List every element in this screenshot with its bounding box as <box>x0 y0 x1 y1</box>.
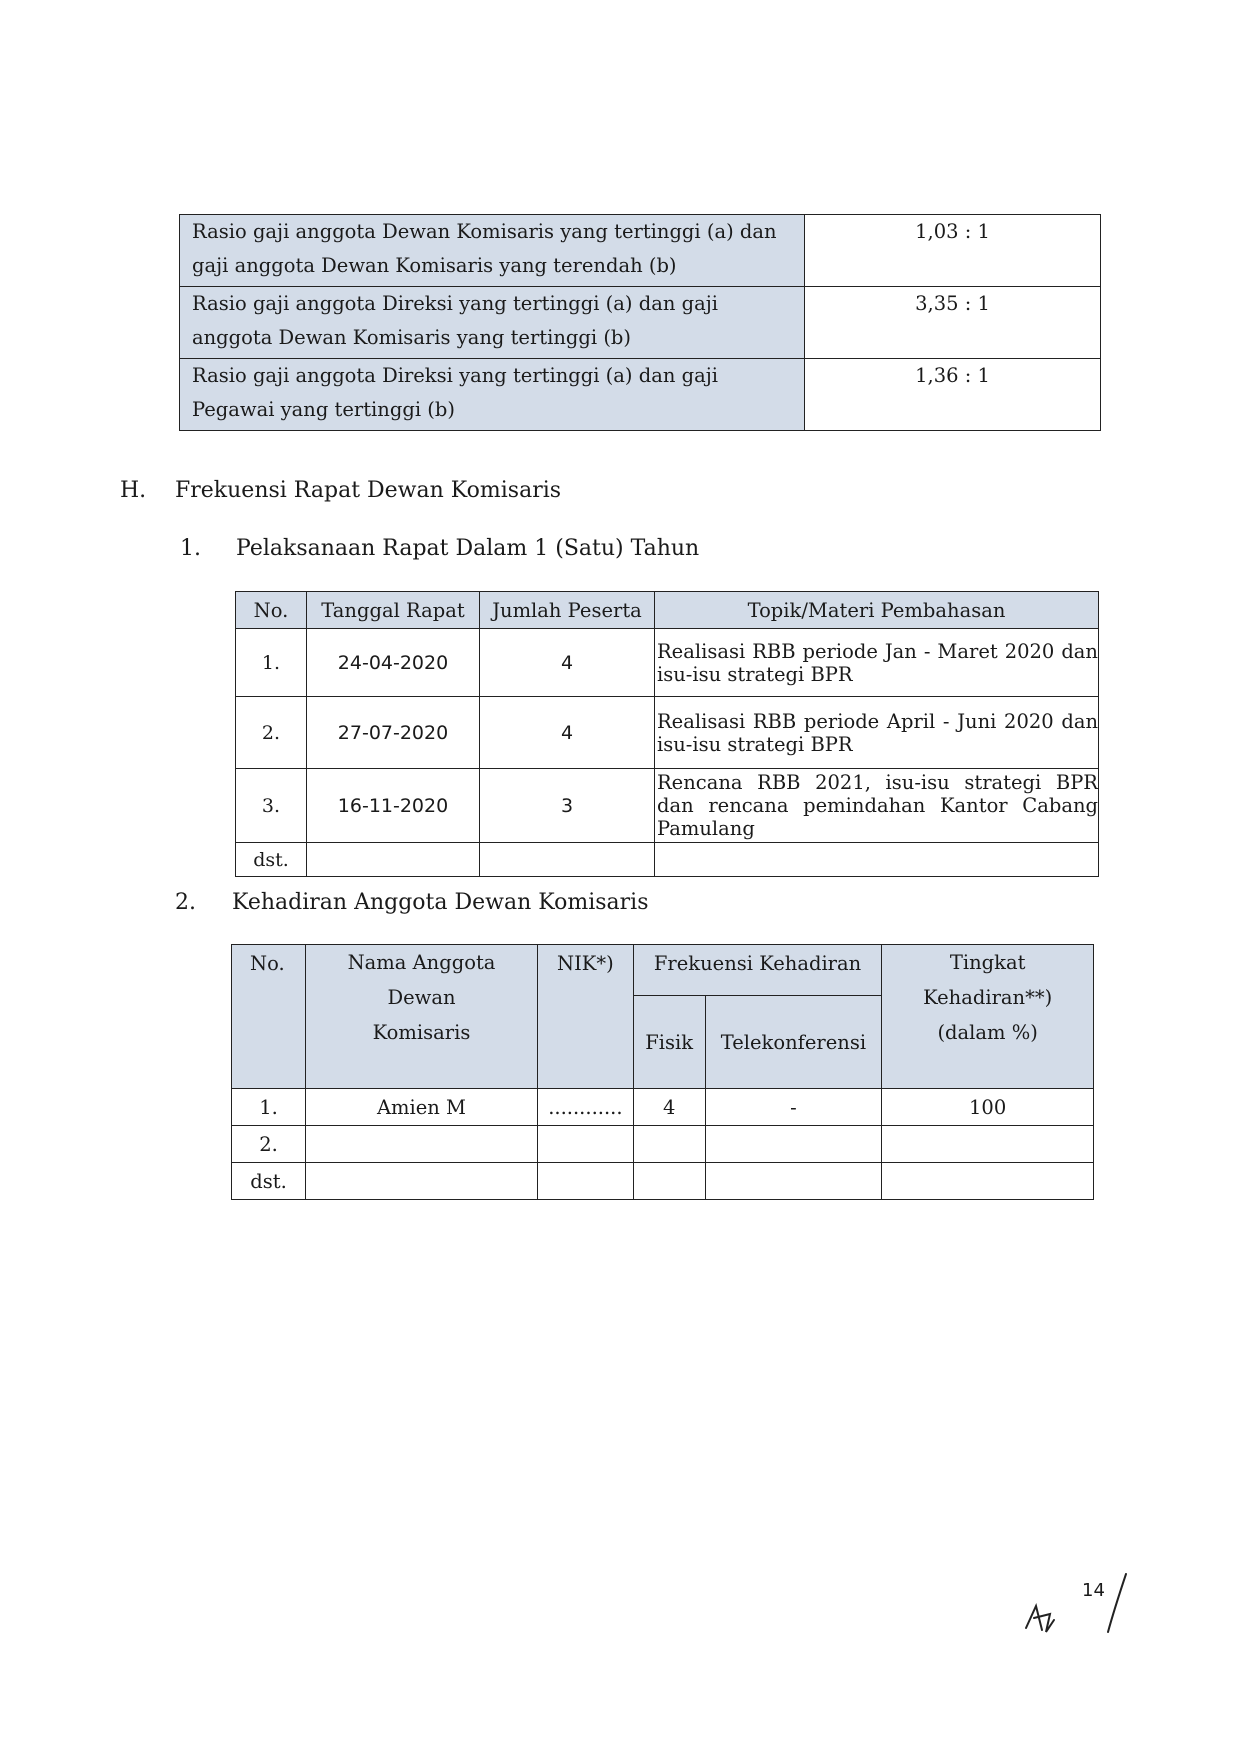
cell-topic: Rencana RBB 2021, isu-isu strategi BPR dan rencana pemindahan Kantor Cabang Pamulang <box>655 769 1099 843</box>
column-header: Nama Anggota Dewan Komisaris <box>306 945 538 1089</box>
cell-count: 4 <box>480 697 655 769</box>
subsection-title: Pelaksanaan Rapat Dalam 1 (Satu) Tahun <box>236 536 700 561</box>
cell-topic: Realisasi RBB periode April - Juni 2020 dan isu-isu strategi BPR <box>655 697 1099 769</box>
column-header: Tanggal Rapat <box>307 592 480 629</box>
table-row <box>236 769 1099 843</box>
table-row <box>180 359 1101 431</box>
cell-teleconference <box>705 1163 882 1200</box>
column-header: Topik/Materi Pembahasan <box>655 592 1099 629</box>
cell-teleconference: - <box>705 1089 882 1126</box>
table-row <box>236 843 1099 877</box>
table-row <box>180 287 1101 359</box>
cell-level: 100 <box>882 1089 1094 1126</box>
cell-no: 2. <box>236 697 307 769</box>
cell-name <box>306 1163 538 1200</box>
cell-nik <box>537 1163 633 1200</box>
table-header-row <box>232 945 1094 996</box>
cell-nik: ............ <box>537 1089 633 1126</box>
cell-date: 24-04-2020 <box>307 629 480 697</box>
cell-topic: Realisasi RBB periode Jan - Maret 2020 dan isu-isu strategi BPR <box>655 629 1099 697</box>
cell-topic <box>655 843 1099 877</box>
cell-date <box>307 843 480 877</box>
cell-no: 1. <box>232 1089 306 1126</box>
ratio-label: Rasio gaji anggota Direksi yang tertinggi (a) dan gaji Pegawai yang tertinggi (b) <box>180 359 805 431</box>
cell-date: 27-07-2020 <box>307 697 480 769</box>
table-row <box>232 1163 1094 1200</box>
table-row <box>180 215 1101 287</box>
handwritten-signature <box>1020 1570 1140 1640</box>
section-letter: H. <box>120 478 147 503</box>
page-number: 14 <box>1082 1580 1105 1601</box>
ratio-value: 1,36 : 1 <box>805 359 1101 431</box>
cell-no: 2. <box>232 1126 306 1163</box>
attendance-table <box>231 944 1094 1200</box>
cell-teleconference <box>705 1126 882 1163</box>
table-row <box>232 1089 1094 1126</box>
meeting-table <box>235 591 1099 877</box>
column-header: Frekuensi Kehadiran <box>633 945 881 996</box>
cell-count: 4 <box>480 629 655 697</box>
salary-ratio-table <box>179 214 1101 431</box>
cell-no: dst. <box>236 843 307 877</box>
cell-name: Amien M <box>306 1089 538 1126</box>
column-header: NIK*) <box>537 945 633 1089</box>
ratio-label: Rasio gaji anggota Direksi yang tertinggi (a) dan gaji anggota Dewan Komisaris yang tertinggi (b) <box>180 287 805 359</box>
cell-physical <box>633 1126 705 1163</box>
cell-level <box>882 1126 1094 1163</box>
column-header: Fisik <box>633 996 705 1089</box>
cell-no: dst. <box>232 1163 306 1200</box>
ratio-value: 1,03 : 1 <box>805 215 1101 287</box>
cell-physical: 4 <box>633 1089 705 1126</box>
table-header-row <box>236 592 1099 629</box>
section-title: Frekuensi Rapat Dewan Komisaris <box>175 478 562 503</box>
subsection-title: Kehadiran Anggota Dewan Komisaris <box>232 890 649 915</box>
column-header: Telekonferensi <box>705 996 882 1089</box>
cell-date: 16-11-2020 <box>307 769 480 843</box>
column-header: Tingkat Kehadiran**) (dalam %) <box>882 945 1094 1089</box>
column-header: No. <box>232 945 306 1089</box>
ratio-value: 3,35 : 1 <box>805 287 1101 359</box>
table-row <box>236 629 1099 697</box>
cell-level <box>882 1163 1094 1200</box>
ratio-label: Rasio gaji anggota Dewan Komisaris yang tertinggi (a) dan gaji anggota Dewan Komisaris yang terendah (b) <box>180 215 805 287</box>
cell-count: 3 <box>480 769 655 843</box>
subsection-number: 1. <box>180 536 201 561</box>
cell-count <box>480 843 655 877</box>
cell-nik <box>537 1126 633 1163</box>
cell-no: 1. <box>236 629 307 697</box>
table-row <box>232 1126 1094 1163</box>
cell-physical <box>633 1163 705 1200</box>
cell-no: 3. <box>236 769 307 843</box>
cell-name <box>306 1126 538 1163</box>
table-row <box>236 697 1099 769</box>
column-header: No. <box>236 592 307 629</box>
column-header: Jumlah Peserta <box>480 592 655 629</box>
subsection-number: 2. <box>175 890 196 915</box>
